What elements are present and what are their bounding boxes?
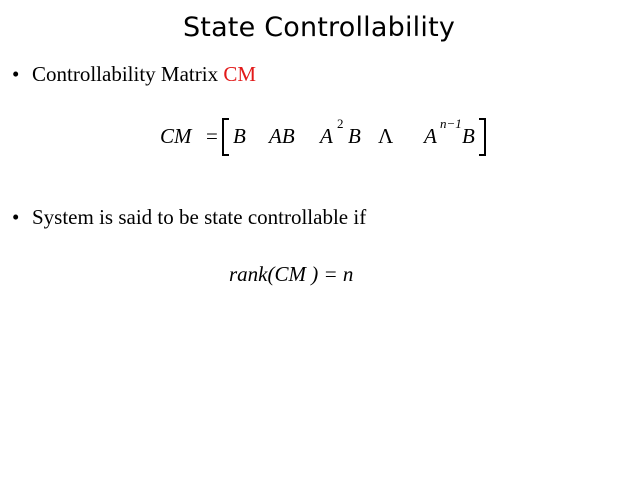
exponent-2: 2 (337, 116, 344, 131)
right-bracket (479, 118, 486, 156)
exponent-n-minus-1: n−1 (440, 116, 462, 131)
term-a-n: A (424, 124, 437, 148)
bullet-controllability-matrix (12, 62, 256, 87)
equation-lhs: CM (160, 124, 192, 148)
term-b: B (233, 124, 246, 148)
bullet-text: System is said to be state controllable if (32, 205, 367, 229)
bullet-controllable-condition (12, 205, 366, 230)
rank-equation: rank(CM ) = n (229, 262, 354, 286)
term-ab: AB (269, 124, 295, 148)
bullet-marker: • (12, 205, 20, 229)
slide-title: State Controllability (182, 12, 456, 43)
term-bn: B (462, 124, 475, 148)
bullet-text: Controllability Matrix (32, 62, 224, 86)
bullet-highlight: CM (223, 62, 257, 86)
equation-equals: = (206, 124, 218, 148)
left-bracket (222, 118, 229, 156)
ellipsis-symbol: Λ (378, 124, 394, 148)
term-b2: B (348, 124, 361, 148)
bullet-marker: • (12, 62, 20, 86)
term-a: A (320, 124, 333, 148)
